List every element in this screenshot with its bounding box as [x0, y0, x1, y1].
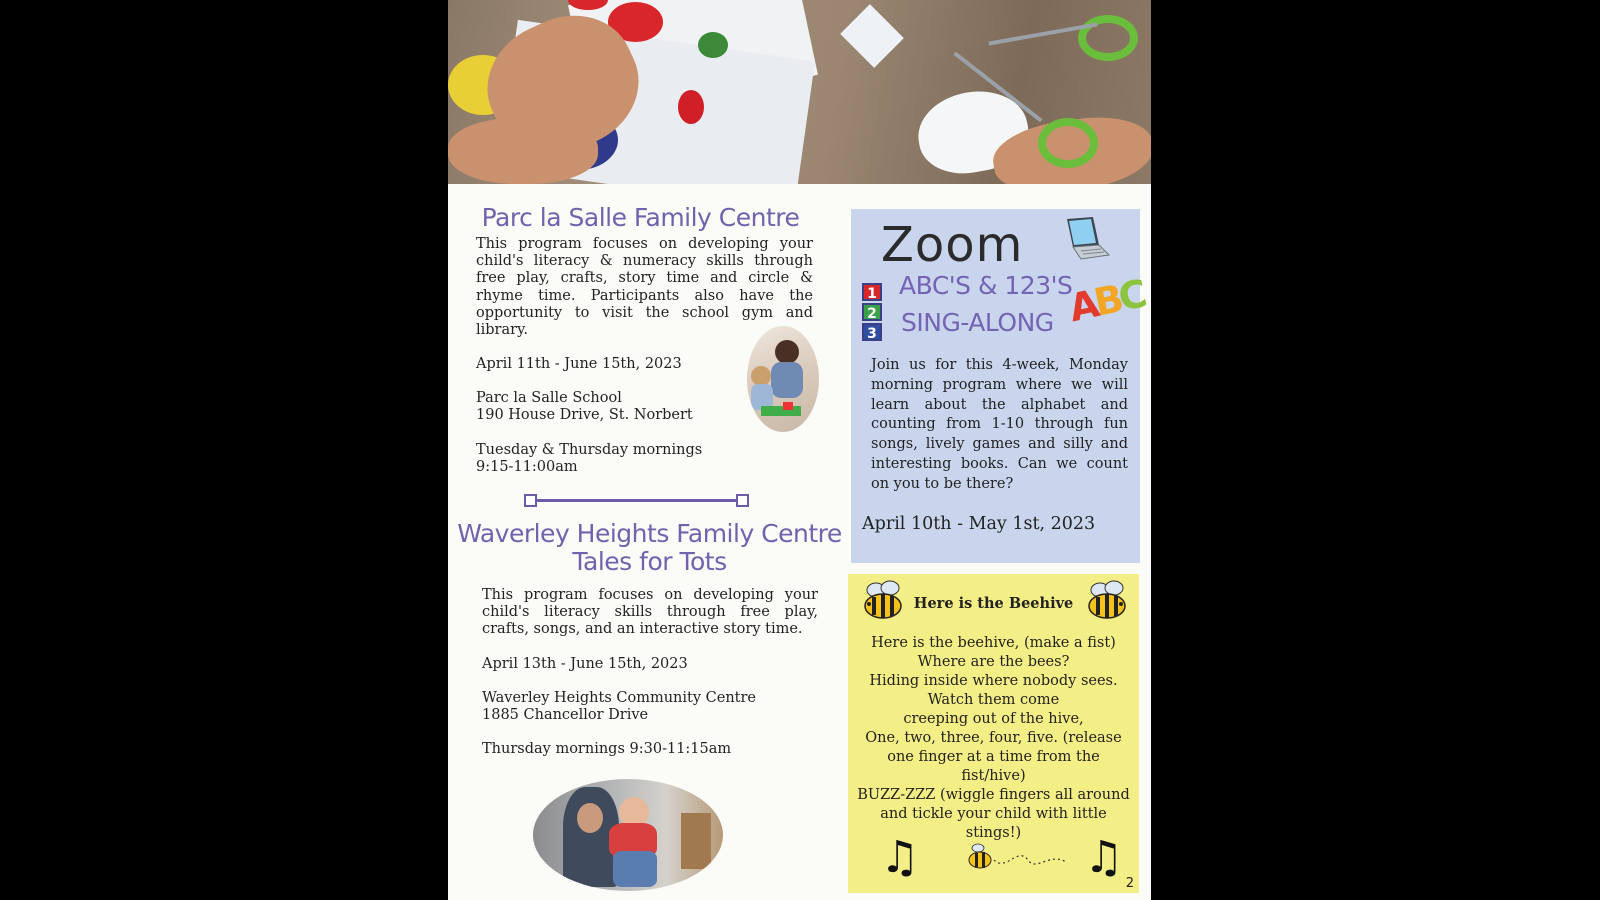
parc-description: This program focuses on developing your child's literacy & numeracy skills through free play, crafts, story time and circle & rhyme time. Participants also have the opportunity to visit the school gym and library.: [476, 236, 813, 339]
paper-bow: [840, 4, 904, 68]
parc-schedule-time: 9:15-11:00am: [476, 459, 578, 475]
parc-schedule-days: Tuesday & Thursday mornings: [476, 442, 703, 458]
newsletter-page: [448, 0, 1151, 900]
music-note-icon: ♫: [880, 832, 920, 883]
zoom-dates: April 10th - May 1st, 2023: [862, 514, 1096, 534]
letter-a: A: [1065, 281, 1100, 331]
poem-line: one finger at a time from the: [887, 749, 1100, 765]
poem-line: BUZZ-ZZZ (wiggle fingers all around: [857, 787, 1130, 803]
letter-c: C: [1114, 271, 1148, 320]
waverley-location-address: 1885 Chancellor Drive: [482, 707, 649, 723]
letter-b: B: [1090, 276, 1124, 325]
beehive-title: Here is the Beehive: [913, 595, 1074, 612]
page-number: 2: [1125, 876, 1134, 891]
poem-line: Where are the bees?: [917, 654, 1070, 670]
waverley-dates: April 13th - June 15th, 2023: [482, 656, 688, 672]
poem-line: Here is the beehive, (make a fist): [871, 635, 1116, 651]
crafts-hero-photo: [448, 0, 1151, 184]
bee-icon: [1084, 580, 1130, 620]
block-one: 1: [862, 283, 882, 301]
number-blocks-icon: [862, 283, 886, 343]
poem-line: Watch them come: [927, 692, 1060, 708]
waverley-title-line2: Tales for Tots: [572, 547, 727, 576]
parc-la-salle-title: Parc la Salle Family Centre: [481, 203, 800, 232]
abc-letters-icon: [1065, 272, 1147, 330]
flying-bee-icon: [966, 842, 1076, 878]
parc-dates: April 11th - June 15th, 2023: [476, 356, 682, 372]
red-clay: [678, 90, 704, 124]
beehive-poem: [848, 634, 1139, 843]
child-hand: [448, 118, 598, 184]
zoom-subtitle-line1: ABC'S & 123'S: [899, 271, 1073, 300]
zoom-description: Join us for this 4-week, Monday morning program where we will learn about the alphabet and counting from 1-10 through fun songs, lively games and silly and interesting books. Can we count on you to be there?: [871, 357, 1128, 492]
section-divider: [524, 494, 754, 506]
poem-line: fist/hive): [961, 768, 1026, 784]
waverley-schedule: Thursday mornings 9:30-11:15am: [482, 741, 732, 757]
scissors-handle: [1078, 15, 1138, 61]
poem-line: and tickle your child with little: [880, 806, 1107, 822]
zoom-subtitle-line2: SING-ALONG: [901, 308, 1054, 337]
scissors-handle: [1038, 118, 1098, 168]
parc-location-name: Parc la Salle School: [476, 390, 622, 406]
waverley-title-line1: Waverley Heights Family Centre: [457, 519, 842, 548]
zoom-program-box: [851, 209, 1148, 563]
poem-line: Hiding inside where nobody sees.: [869, 673, 1118, 689]
parc-location-address: 190 House Drive, St. Norbert: [476, 407, 693, 423]
poem-line: stings!): [965, 825, 1022, 841]
waverley-title: [448, 520, 851, 576]
block-three: 3: [862, 323, 882, 341]
block-two: 2: [862, 303, 882, 321]
waverley-location-name: Waverley Heights Community Centre: [482, 690, 756, 706]
parent-and-child-photo: [533, 779, 723, 891]
poem-line: One, two, three, four, five. (release: [865, 730, 1122, 746]
beehive-rhyme-box: [848, 574, 1139, 893]
laptop-icon: [1059, 215, 1111, 267]
waverley-description: This program focuses on developing your child's literacy skills through free play, crafts, songs, and an interactive story time.: [482, 587, 818, 638]
music-note-icon: ♫: [1084, 832, 1124, 883]
zoom-title: Zoom: [881, 217, 1024, 273]
green-clay: [698, 32, 728, 58]
children-playing-photo: [747, 326, 819, 432]
poem-line: creeping out of the hive,: [903, 711, 1084, 727]
